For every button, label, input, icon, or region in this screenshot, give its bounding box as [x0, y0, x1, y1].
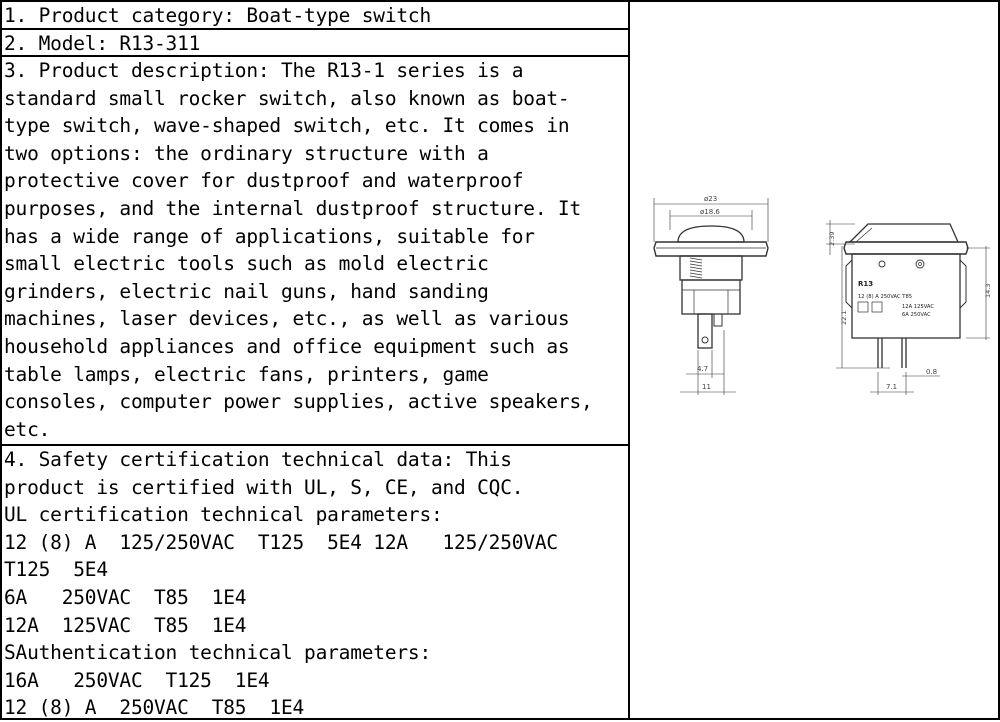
drawing-column [630, 0, 1000, 720]
description-line: purposes, and the internal dustproof structure. It [4, 196, 581, 220]
product-category-row [0, 0, 630, 30]
safety-line: 4. Safety certification technical data: This [4, 448, 512, 471]
description-line: has a wide range of applications, suitable for [4, 224, 535, 248]
label-line-3: 6A 250VAC [902, 312, 931, 318]
side-view [826, 220, 992, 395]
description-line: grinders, electric nail guns, hand sanding [4, 279, 489, 303]
description-line: two options: the ordinary structure with a [4, 141, 489, 165]
ul-mark-icon [858, 302, 868, 312]
model-row [0, 30, 630, 57]
technical-drawing [650, 190, 995, 405]
dim-base-width: 11 [702, 383, 711, 391]
switch-drawing-svg [650, 190, 995, 405]
dim-pin-spacing: 7.1 [886, 383, 898, 391]
safety-certification-row [0, 446, 630, 720]
safety-line: 12A 125VAC T85 1E4 [4, 613, 247, 637]
safety-line: 6A 250VAC T85 1E4 [4, 585, 247, 609]
safety-line: 16A 250VAC T125 1E4 [4, 668, 270, 692]
dim-outer-diameter: ø23 [704, 195, 718, 203]
dim-inner-diameter: ø18.6 [700, 208, 720, 216]
description-line: machines, laser devices, etc., as well as various [4, 307, 570, 331]
product-category-text: 1. Product category: Boat-type switch [4, 4, 431, 27]
label-model: R13 [858, 280, 874, 288]
safety-line: T125 5E4 [4, 558, 108, 582]
dim-top-height: 2.39 [828, 231, 836, 246]
dim-pin-thickness: 0.8 [926, 368, 938, 376]
label-line-1: 12 (8) A 250VAC T85 [858, 294, 913, 300]
description-line: 3. Product description: The R13-1 series is a [4, 59, 524, 82]
model-text: 2. Model: R13-311 [4, 32, 201, 55]
product-description-row [0, 57, 630, 446]
front-view [654, 195, 768, 395]
description-line: household appliances and office equipment such as [4, 334, 570, 358]
safety-line: 12 (8) A 125/250VAC T125 5E4 12A 125/250VAC [4, 530, 558, 554]
safety-line: 12 (8) A 250VAC T85 1E4 [4, 696, 305, 720]
description-line: etc. [4, 417, 51, 441]
dim-pin-width: 4.7 [697, 365, 709, 373]
description-line: standard small rocker switch, also known as boat- [4, 86, 570, 110]
description-line: protective cover for dustproof and waterproof [4, 169, 524, 193]
safety-line: product is certified with UL, S, CE, and CQC. [4, 475, 524, 499]
certification-mark-icon [872, 302, 882, 312]
description-line: type switch, wave-shaped switch, etc. It comes in [4, 114, 570, 138]
label-line-2: 12A 125VAC [902, 304, 934, 310]
dim-body-height: 14.3 [984, 283, 992, 298]
description-line: consoles, computer power supplies, active speakers, [4, 390, 593, 414]
safety-line: SAuthentication technical parameters: [4, 641, 431, 665]
safety-line: UL certification technical parameters: [4, 503, 443, 527]
description-line: small electric tools such as mold electric [4, 252, 489, 276]
description-line: table lamps, electric fans, printers, game [4, 362, 489, 386]
dim-total-height: 22.1 [840, 310, 848, 325]
